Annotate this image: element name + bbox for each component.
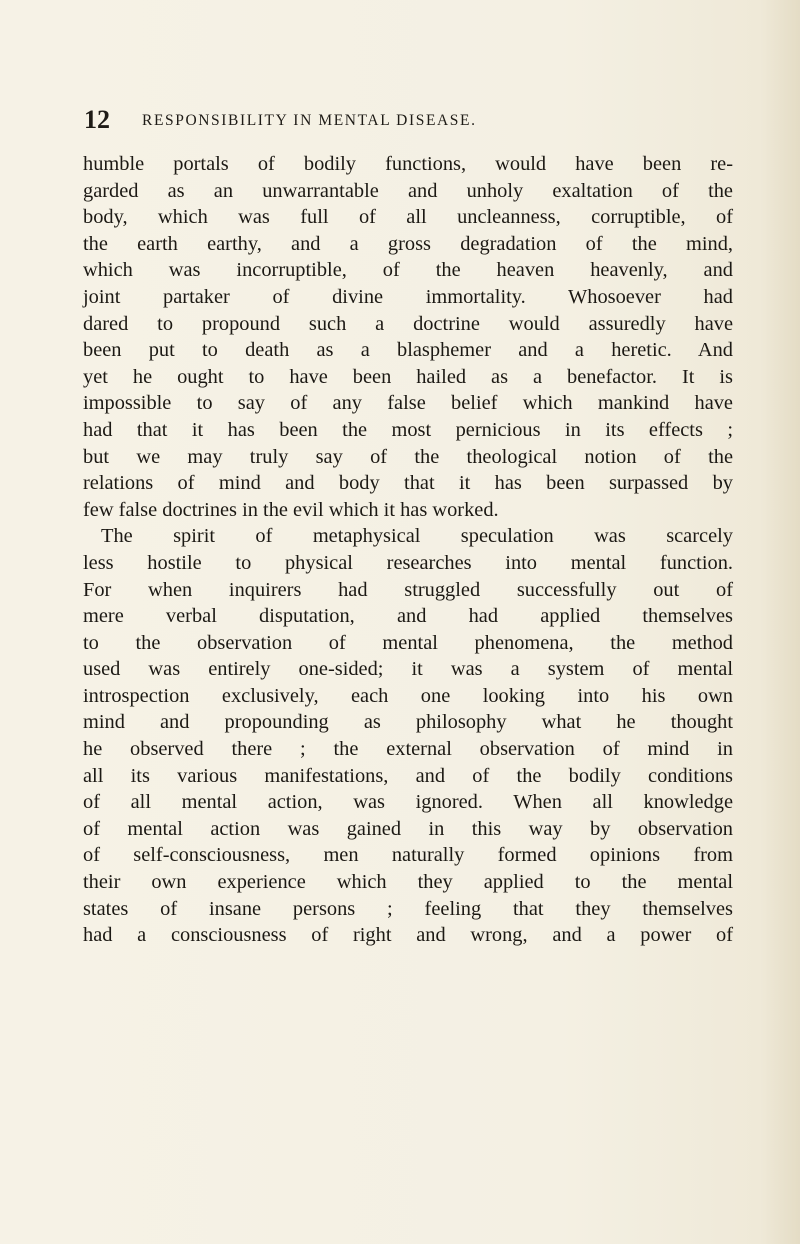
text-line: body, which was full of all uncleanness, corruptible, of — [83, 206, 733, 229]
text-line: relations of mind and body that it has been surpassed by — [83, 472, 733, 495]
text-line: less hostile to physical researches into mental function. — [83, 551, 733, 574]
running-head: RESPONSIBILITY IN MENTAL DISEASE. — [142, 112, 477, 129]
text-line: he observed there ; the external observation of mind in — [83, 738, 733, 761]
body-text — [83, 151, 733, 949]
text-line: used was entirely one-sided; it was a system of mental — [83, 658, 733, 681]
text-line: yet he ought to have been hailed as a benefactor. It is — [83, 365, 733, 388]
text-line: For when inquirers had struggled successfully out of — [83, 578, 733, 601]
text-line: garded as an unwarrantable and unholy exaltation of the — [83, 179, 733, 202]
page-number: 12 — [84, 105, 110, 134]
text-line: few false doctrines in the evil which it has worked. — [83, 498, 499, 521]
text-line: mere verbal disputation, and had applied themselves — [83, 605, 733, 628]
text-line: had that it has been the most pernicious in its effects ; — [83, 418, 733, 441]
text-line: the earth earthy, and a gross degradation of the mind, — [83, 232, 733, 255]
page-header — [84, 106, 744, 134]
text-line: of self-consciousness, men naturally formed opinions from — [83, 844, 733, 867]
text-line: been put to death as a blasphemer and a heretic. And — [83, 339, 733, 362]
text-line: of mental action was gained in this way by observation — [83, 817, 733, 840]
text-line: introspection exclusively, each one looking into his own — [83, 684, 733, 707]
text-line: which was incorruptible, of the heaven heavenly, and — [83, 259, 733, 282]
text-line: all its various manifestations, and of the bodily conditions — [83, 764, 733, 787]
text-line: but we may truly say of the theological notion of the — [83, 445, 733, 468]
text-line: to the observation of mental phenomena, the method — [83, 631, 733, 654]
text-line: states of insane persons ; feeling that they themselves — [83, 897, 733, 920]
text-line: mind and propounding as philosophy what he thought — [83, 711, 733, 734]
text-line: their own experience which they applied to the mental — [83, 871, 733, 894]
text-line: impossible to say of any false belief which mankind have — [83, 392, 733, 415]
text-line: had a consciousness of right and wrong, and a power of — [83, 924, 733, 947]
text-line: dared to propound such a doctrine would assuredly have — [83, 312, 733, 335]
text-line: humble portals of bodily functions, would have been re- — [83, 153, 733, 175]
text-line: joint partaker of divine immortality. Whosoever had — [83, 285, 733, 308]
text-line: of all mental action, was ignored. When all knowledge — [83, 791, 733, 814]
text-line: The spirit of metaphysical speculation was scarcely — [101, 525, 733, 548]
